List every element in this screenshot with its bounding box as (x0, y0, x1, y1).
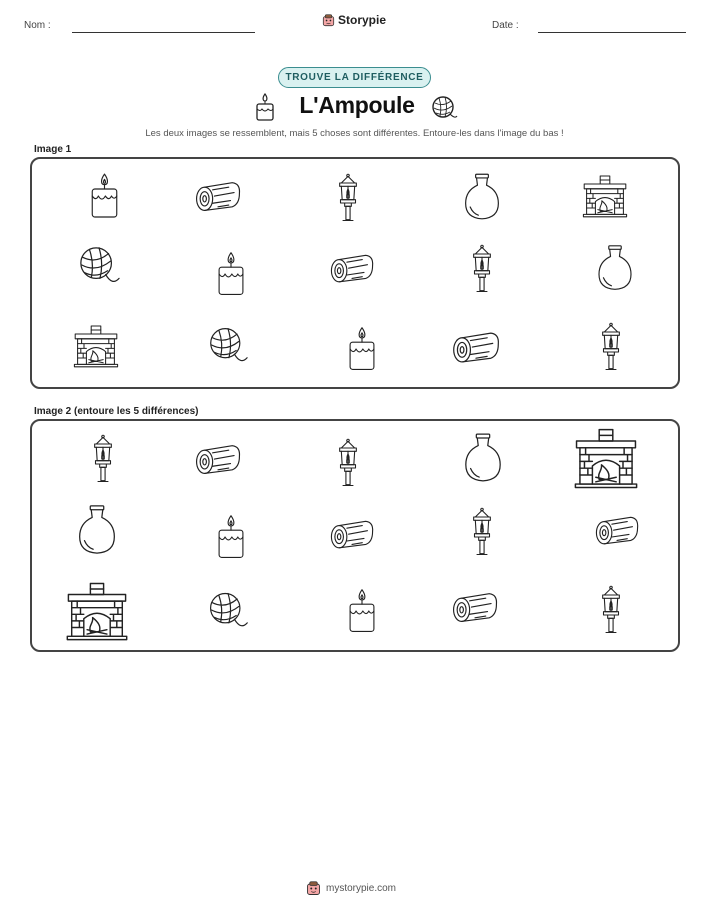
date-label: Date : (492, 20, 519, 31)
image-2-log-icon[interactable] (328, 516, 376, 554)
storypie-logo-icon (322, 14, 335, 27)
image-1-yarn-ball-icon (206, 325, 250, 365)
brand-name: Storypie (338, 13, 387, 27)
image-1-yarn-ball-icon (76, 244, 122, 286)
footer (306, 881, 396, 896)
image-2-lantern-icon[interactable] (596, 583, 626, 637)
image-1-candle-icon (345, 325, 379, 373)
image-1-candle-icon (87, 172, 122, 220)
image-1-lantern-icon (596, 320, 626, 374)
image-2-lantern-icon[interactable] (467, 506, 497, 558)
image-1-lantern-icon (467, 243, 497, 295)
image-1-fireplace-icon (581, 170, 629, 222)
image-2-candle-icon[interactable] (345, 586, 379, 636)
candle-icon (254, 92, 276, 122)
image-2-candle-icon[interactable] (214, 513, 248, 561)
name-label: Nom : (24, 20, 51, 31)
footer-url[interactable]: mystorypie.com (326, 883, 397, 894)
storypie-logo-icon (306, 881, 321, 896)
image-1-label: Image 1 (34, 144, 72, 155)
image-2-fireplace-icon[interactable] (64, 575, 130, 647)
image-2-lantern-icon[interactable] (333, 436, 363, 490)
image-2-vase-icon[interactable] (462, 432, 504, 484)
image-1-vase-icon (595, 244, 635, 292)
image-2-fireplace-icon[interactable] (572, 423, 640, 493)
activity-badge: TROUVE LA DIFFÉRENCE (278, 67, 431, 88)
image-1-log-icon (328, 250, 376, 288)
brand-logo (322, 13, 386, 27)
image-2-label: Image 2 (entoure les 5 différences) (34, 406, 199, 417)
image-1-log-icon (450, 328, 502, 368)
image-2-log-icon[interactable] (193, 440, 243, 480)
date-field-line[interactable] (538, 32, 686, 33)
yarn-ball-icon (430, 94, 458, 122)
instructions-text: Les deux images se ressemblent, mais 5 choses sont différentes. Entoure-les dans l'image du bas ! (145, 128, 564, 139)
image-2-vase-icon[interactable] (75, 504, 119, 556)
name-field-line[interactable] (72, 32, 255, 33)
image-1-fireplace-icon (72, 320, 120, 372)
image-1-lantern-icon (333, 172, 363, 224)
image-2-lantern-icon[interactable] (88, 433, 118, 485)
image-1-log-icon (193, 177, 243, 217)
page-title: L'Ampoule (299, 92, 415, 118)
image-1-vase-icon (462, 172, 502, 222)
image-2-log-icon[interactable] (593, 512, 641, 550)
image-2-yarn-ball-icon[interactable] (206, 588, 250, 632)
image-2-log-icon[interactable] (450, 588, 500, 628)
image-1-candle-icon (214, 250, 248, 298)
